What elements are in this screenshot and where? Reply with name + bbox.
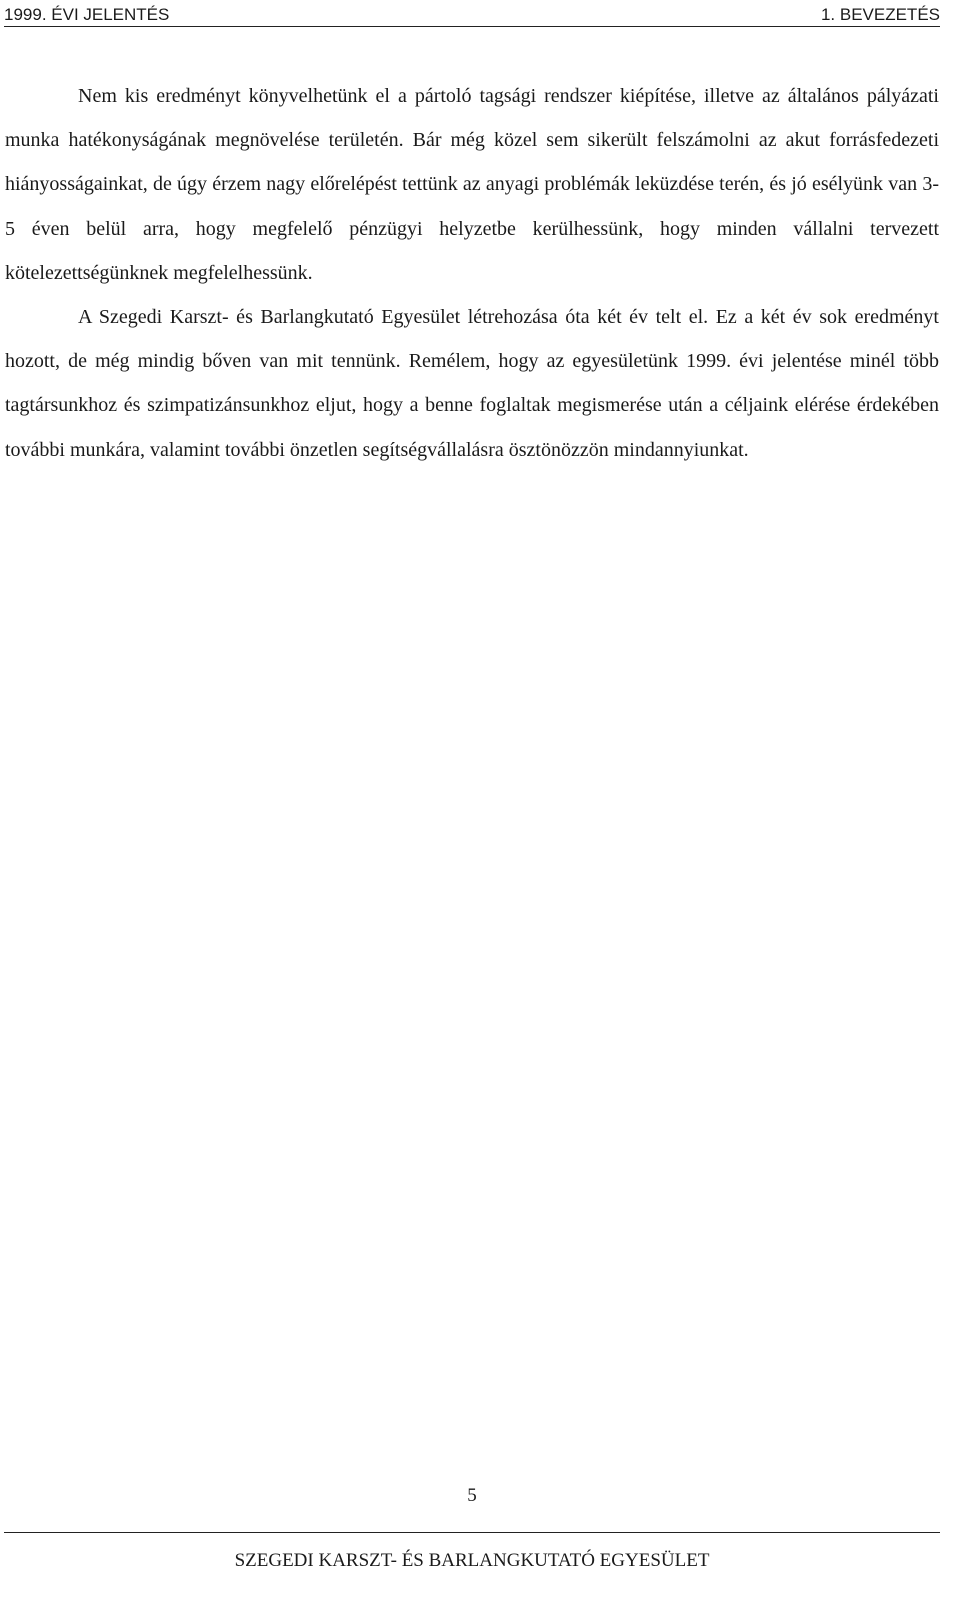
page-header <box>4 4 940 27</box>
page-footer <box>4 1532 940 1573</box>
page-number: 5 <box>467 1485 477 1506</box>
paragraph-2: A Szegedi Karszt- és Barlangkutató Egyesület létrehozása óta két év telt el. Ez a két év sok eredményt hozott, de még mindig bőven van mit tennünk. Remélem, hogy az egyesületünk 1999. évi jelentése minél több tagtársunkhoz és szimpatizánsunkhoz eljut, hogy a benne foglaltak megismerése után a céljaink elérése érdekében további munkára, valamint további önzetlen segítségvállalásra ösztönözzön mindannyiunkat. <box>5 306 939 461</box>
paragraph-1: Nem kis eredményt könyvelhetünk el a pártoló tagsági rendszer kiépítése, illetve az általános pályázati munka hatékonyságának megnövelése területén. Bár még közel sem sikerült felszámolni az akut forrásfedezeti hiányosságainkat, de úgy érzem nagy előrelépést tettünk az anyagi problémák leküzdése terén, és jó esélyünk van 3-5 éven belül arra, hogy megfelelő pénzügyi helyzetbe kerülhessünk, hogy minden vállalni tervezett kötelezettségünknek megfelelhessünk. <box>5 85 939 284</box>
header-report-title: 1999. ÉVI JELENTÉS <box>4 5 170 24</box>
footer-organization-name: SZEGEDI KARSZT- ÉS BARLANGKUTATÓ EGYESÜLET <box>234 1550 710 1571</box>
header-section-title: 1. BEVEZETÉS <box>820 5 940 24</box>
document-body <box>5 74 939 472</box>
